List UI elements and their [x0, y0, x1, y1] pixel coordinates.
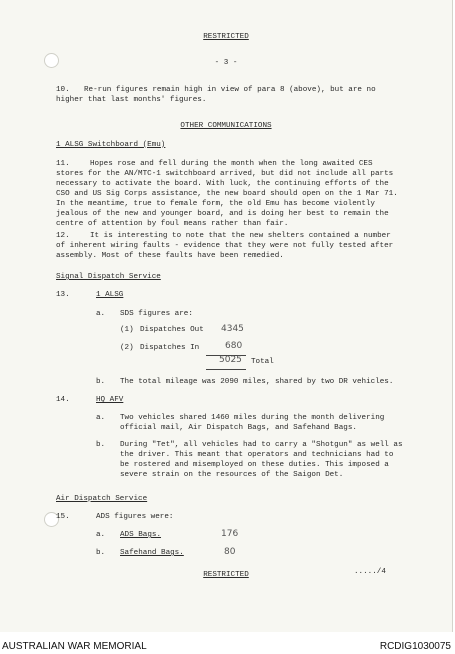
subsection-heading-switchboard: 1 ALSG Switchboard (Emu): [56, 141, 166, 149]
para-15b-text: Safehand Bags.: [120, 549, 184, 557]
subsection-heading-air-dispatch: Air Dispatch Service: [56, 495, 148, 503]
para-11-number: 11.: [56, 160, 70, 168]
page-number: - 3 -: [214, 59, 238, 67]
archive-name: AUSTRALIAN WAR MEMORIAL: [2, 641, 147, 652]
para-14b-line: severe strain on the resources of the Saigon Det.: [120, 471, 344, 479]
para-15b-label: b.: [96, 549, 106, 557]
para-12-number: 12.: [56, 232, 70, 240]
para-14-number: 14.: [56, 396, 70, 404]
dispatch-out-value: 4345: [221, 324, 244, 334]
para-12-line: assembly. Most of these faults have been remedied.: [56, 252, 284, 260]
dispatch-in-value: 680: [225, 341, 243, 351]
para-13b-label: b.: [96, 378, 106, 386]
sum-rule-bottom: [206, 369, 246, 370]
continuation-marker: ...../4: [354, 568, 386, 576]
para-15-text: ADS figures were:: [96, 513, 174, 521]
para-14a-label: a.: [96, 414, 106, 422]
para-13-number: 13.: [56, 291, 70, 299]
dispatch-in-text: Dispatches In: [140, 344, 200, 352]
para-11-line: jealous of the new and younger board, and is doing her best to remain the: [56, 210, 389, 218]
para-11-line: necessary to activate the board. With luck, the continuing efforts of the: [56, 180, 389, 188]
para-13-subheading: 1 ALSG: [96, 291, 124, 299]
para-10-line: Re-run figures remain high in view of para 8 (above), but are no: [84, 86, 376, 94]
archive-footer-bar: [0, 632, 455, 654]
subsection-heading-signal-dispatch: Signal Dispatch Service: [56, 273, 161, 281]
para-14-subheading: HQ AFV: [96, 396, 124, 404]
para-11-line: CSO and US Sig Corps assistance, the new board should open on the 1 Mar 71.: [56, 190, 398, 198]
para-11-line: centre of attention by foul means rather than fair.: [56, 220, 289, 228]
dispatch-in-label: (2): [120, 344, 134, 352]
para-15a-label: a.: [96, 531, 106, 539]
safehand-bags-value: 80: [224, 547, 236, 557]
para-13a-text: SDS figures are:: [120, 310, 193, 318]
para-13a-label: a.: [96, 310, 106, 318]
para-10-number: 10.: [56, 86, 70, 94]
para-11-line: Hopes rose and fell during the month when the long awaited CES: [90, 160, 373, 168]
para-10-line: higher that last months' figures.: [56, 96, 207, 104]
para-14b-line: During "Tet", all vehicles had to carry a "Shotgun" as well as: [120, 441, 403, 449]
footer-classification: RESTRICTED: [203, 571, 249, 579]
para-14a-line: Two vehicles shared 1460 miles during the month delivering: [120, 414, 385, 422]
para-14b-line: the driver. This meant that operators and technicians had to: [120, 451, 394, 459]
para-11-line: stores for the AN/MTC-1 switchboard arrived, but did not include all parts: [56, 170, 394, 178]
ads-bags-value: 176: [221, 529, 239, 539]
dispatch-total-label: Total: [251, 358, 274, 366]
para-15a-text: ADS Bags.: [120, 531, 162, 539]
para-15-number: 15.: [56, 513, 70, 521]
para-14a-line: official mail, Air Dispatch Bags, and Safehand Bags.: [120, 424, 357, 432]
dispatch-out-text: Dispatches Out: [140, 326, 204, 334]
para-12-line: It is interesting to note that the new shelters contained a number: [90, 232, 391, 240]
archive-reference: RCDIG1030075: [379, 641, 451, 652]
para-14b-label: b.: [96, 441, 106, 449]
header-classification: RESTRICTED: [203, 33, 249, 41]
para-13b-text: The total mileage was 2090 miles, shared by two DR vehicles.: [120, 378, 394, 386]
para-11-line: In the meantime, true to female form, the old Emu has become violently: [56, 200, 375, 208]
dispatch-total-value: 5025: [219, 355, 242, 365]
para-14b-line: be rostered and misemployed on these duties. This imposed a: [120, 461, 389, 469]
dispatch-out-label: (1): [120, 326, 134, 334]
para-12-line: of inherent wiring faults - evidence that they were not fully tested after: [56, 242, 394, 250]
section-heading-other-communications: OTHER COMMUNICATIONS: [180, 122, 272, 130]
